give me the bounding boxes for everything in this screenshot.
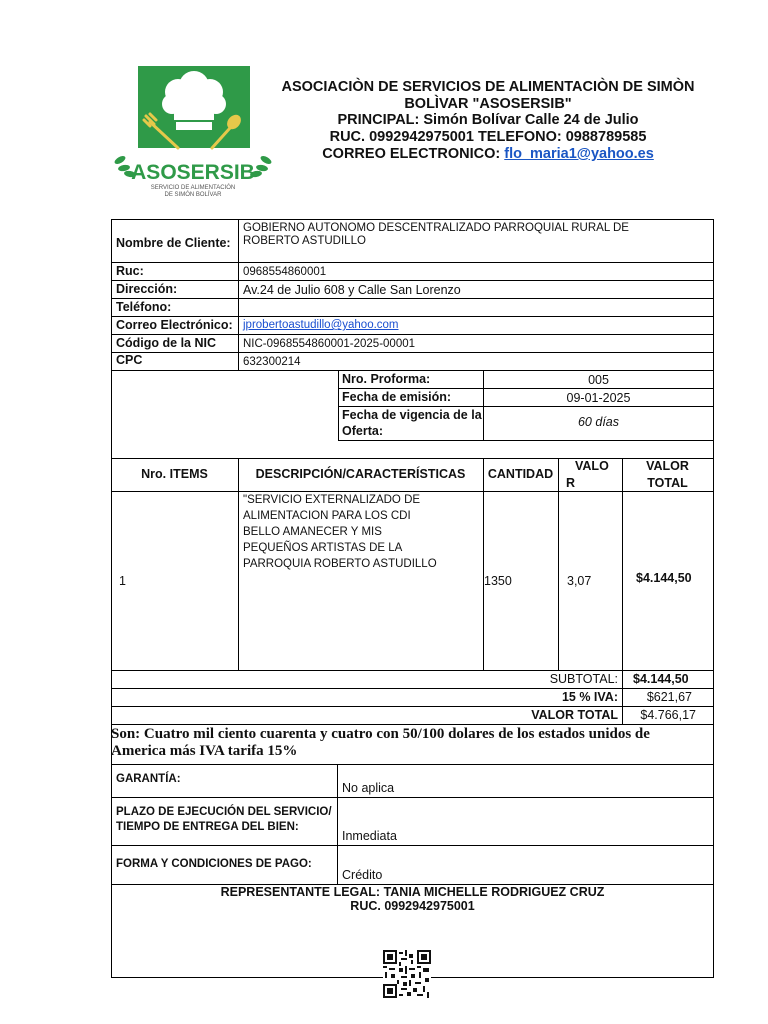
svg-text:DE SIMÓN BOLÍVAR: DE SIMÓN BOLÍVAR: [164, 192, 222, 198]
client-nic-value: NIC-0968554860001-2025-00001: [243, 338, 416, 350]
col-header-description: DESCRIPCIÓN/CARACTERÍSTICAS: [255, 467, 466, 481]
deadline-label-1: PLAZO DE EJECUCIÓN DEL SERVICIO/: [116, 806, 332, 818]
proforma-validity-label-2: Oferta:: [342, 424, 383, 438]
col-header-unit-2: R: [566, 476, 576, 490]
proforma-number-label: Nro. Proforma:: [342, 372, 431, 386]
proforma-date-value: 09-01-2025: [566, 391, 631, 405]
client-name-label: Nombre de Cliente:: [116, 236, 231, 250]
item-desc-line4: PEQUEÑOS ARTISTAS DE LA: [243, 542, 403, 554]
org-name-line2: BOLÌVAR "ASOSERSIB": [404, 96, 572, 112]
warranty-value: No aplica: [342, 781, 395, 795]
col-header-items: Nro. ITEMS: [141, 467, 208, 481]
total-value: $4.766,17: [640, 708, 696, 722]
item-total: $4.144,50: [636, 571, 692, 585]
col-header-total-2: TOTAL: [647, 476, 688, 490]
subtotal-label: SUBTOTAL:: [549, 672, 618, 686]
company-logo: [112, 64, 274, 200]
client-address-value: Av.24 de Julio 608 y Calle San Lorenzo: [243, 283, 461, 297]
qr-code: [383, 950, 431, 998]
total-label: VALOR TOTAL: [531, 708, 618, 722]
client-name-line2: ROBERTO ASTUDILLO: [243, 235, 366, 247]
item-number: 1: [119, 574, 126, 588]
client-ruc-value: 0968554860001: [243, 266, 327, 278]
org-ruc-phone: RUC. 0992942975001 TELEFONO: 0988789585: [329, 129, 647, 145]
client-phone-label: Teléfono:: [116, 300, 172, 314]
org-email-line: CORREO ELECTRONICO: flo_maria1@yahoo.es: [322, 146, 654, 162]
client-cpc-value: 632300214: [243, 356, 301, 368]
svg-text:SERVICIO DE ALIMENTACIÓN: SERVICIO DE ALIMENTACIÓN: [150, 185, 236, 191]
client-cpc-label: CPC: [116, 353, 143, 367]
item-desc-line1: "SERVICIO EXTERNALIZADO DE: [243, 494, 421, 506]
client-nic-label: Código de la NIC: [116, 336, 216, 350]
svg-text:ASOSERSIB: ASOSERSIB: [131, 161, 255, 184]
client-name-line1: GOBIERNO AUTONOMO DESCENTRALIZADO PARROQUIAL RURAL DE: [243, 222, 629, 234]
org-email-link[interactable]: flo_maria1@yahoo.es: [504, 146, 654, 162]
iva-label: 15 % IVA:: [561, 690, 618, 704]
amount-in-words-line2: America más IVA tarifa 15%: [111, 743, 298, 759]
item-desc-line2: ALIMENTACION PARA LOS CDI: [243, 510, 411, 522]
iva-value: $621,67: [646, 690, 692, 704]
legal-representative: REPRESENTANTE LEGAL: TANIA MICHELLE RODRIGUEZ CRUZ: [220, 885, 605, 899]
deadline-value: Inmediata: [342, 829, 397, 843]
client-email-link[interactable]: jprobertoastudillo@yahoo.com: [243, 319, 399, 331]
payment-value: Crédito: [342, 868, 383, 882]
warranty-label: GARANTÍA:: [116, 773, 181, 785]
client-address-label: Dirección:: [116, 282, 178, 296]
subtotal-value: $4.144,50: [633, 672, 689, 686]
col-header-total-1: VALOR: [646, 459, 689, 473]
deadline-label-2: TIEMPO DE ENTREGA DEL BIEN:: [116, 821, 299, 833]
proforma-date-label: Fecha de emisión:: [342, 390, 452, 404]
proforma-validity-value: 60 días: [577, 415, 619, 429]
item-quantity: 1350: [484, 574, 512, 588]
proforma-number-value: 005: [588, 373, 609, 387]
proforma-validity-label-1: Fecha de vigencia de la: [342, 408, 482, 422]
org-principal: PRINCIPAL: Simón Bolívar Calle 24 de Julio: [337, 112, 639, 128]
amount-in-words-line1: Son: Cuatro mil ciento cuarenta y cuatro con 50/100 dolares de los estados unidos de: [111, 726, 650, 742]
client-ruc-label: Ruc:: [116, 264, 144, 278]
payment-label: FORMA Y CONDICIONES DE PAGO:: [116, 858, 312, 870]
client-email-label: Correo Electrónico:: [116, 318, 233, 332]
item-desc-line3: BELLO AMANECER Y MIS: [243, 526, 382, 538]
item-unit-value: 3,07: [567, 574, 592, 588]
org-name-line1: ASOCIACIÒN DE SERVICIOS DE ALIMENTACIÒN DE SIMÒN: [281, 79, 695, 95]
legal-representative-ruc: RUC. 0992942975001: [350, 899, 475, 913]
col-header-unit-1: VALO: [575, 459, 609, 473]
col-header-quantity: CANTIDAD: [487, 467, 554, 481]
item-desc-line5: PARROQUIA ROBERTO ASTUDILLO: [243, 558, 437, 570]
